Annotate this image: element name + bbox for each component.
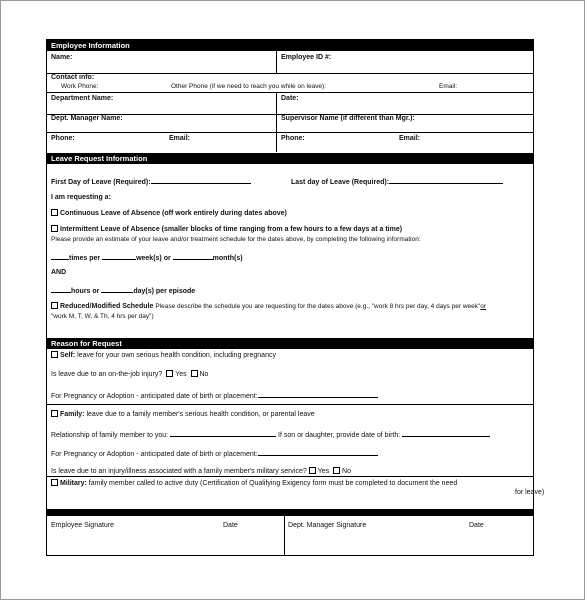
no-checkbox[interactable] [191,370,198,377]
department-name-label: Department Name: [51,95,114,102]
checkbox[interactable] [51,225,58,232]
divider [47,73,533,74]
work-phone-label: Work Phone: [61,83,99,90]
self-option[interactable]: Self: leave for your own serious health condition, including pregnancy [51,351,276,360]
divider [276,51,277,73]
dept-manager-name-label: Dept. Manager Name: [51,115,123,122]
other-phone-label: Other Phone (if we need to reach you while on leave): [171,83,327,90]
pregnancy-adoption-line-2: For Pregnancy or Adoption - anticipated date of birth or placement: [51,448,378,459]
no-checkbox[interactable] [333,467,340,474]
and-label: AND [51,269,67,276]
intermittent-note: Please provide an estimate of your leave and/or treatment schedule for the dates above, by completing the following information: [51,236,421,243]
signature-separator [47,509,533,516]
last-day-label: Last day of Leave (Required): [291,176,503,187]
divider [47,132,533,133]
contact-info-label: Contact info: [51,74,95,81]
manager-date-label: Date [469,522,484,529]
checkbox[interactable] [51,351,58,358]
first-day-label: First Day of Leave (Required): [51,176,251,187]
on-job-injury-question: Is leave due to an on-the-job injury? Yes No [51,371,209,378]
employee-information-header: Employee Information [47,40,533,51]
military-injury-question: Is leave due to an injury/illness associated with a family member's military service? Yes No [51,468,351,475]
date-label: Date: [281,95,299,102]
divider [47,476,533,477]
checkbox[interactable] [51,410,58,417]
military-option[interactable]: Military: family member called to active duty (Certification of Qualifying Exigency form must be completed to document the need [51,479,457,488]
pregnancy-adoption-line: For Pregnancy or Adoption - anticipated date of birth or placement: [51,390,378,401]
employee-id-label: Employee ID #: [281,54,332,61]
yes-checkbox[interactable] [166,370,173,377]
email-label: Email: [439,83,458,90]
employee-signature-label: Employee Signature [51,522,115,529]
continuous-leave-option[interactable]: Continuous Leave of Absence (off work entirely during dates above) [51,209,287,218]
reduced-schedule-example: "work M, T, W, & Th, 4 hrs per day") [51,313,154,320]
reason-header: Reason for Request [47,338,533,349]
leave-request-form [46,39,545,556]
leave-request-header: Leave Request Information [47,153,533,164]
relationship-line: Relationship of family member to you: If son or daughter, provide date of birth: [51,429,490,440]
family-option[interactable]: Family: leave due to a family member's serious health condition, or parental leave [51,410,315,419]
employee-date-label: Date [223,522,238,529]
yes-checkbox[interactable] [309,467,316,474]
phone-label: Phone: [51,135,75,142]
divider [276,114,277,152]
supervisor-email-label: Email: [399,135,421,142]
supervisor-name-label: Supervisor Name (if different than Mgr.): [281,115,415,122]
name-label: Name: [51,54,73,61]
supervisor-phone-label: Phone: [281,135,305,142]
checkbox[interactable] [51,479,58,486]
email-label: Email: [169,135,191,142]
requesting-label: I am requesting a: [51,194,111,201]
reduced-schedule-option[interactable]: Reduced/Modified Schedule Please describe the schedule you are requesting for the dates above (e.g., "work 8 hrs per day, 4 days per week"or [51,302,486,311]
checkbox[interactable] [51,302,58,309]
divider [47,404,533,405]
frequency-line: times per week(s) or month(s) [51,252,243,263]
divider [276,92,277,114]
divider [284,516,285,556]
intermittent-leave-option[interactable]: Intermittent Leave of Absence (smaller blocks of time ranging from a few hours to a few days at a time) [51,225,402,234]
checkbox[interactable] [51,209,58,216]
duration-line: hours or day(s) per episode [51,285,195,296]
divider [47,92,533,93]
manager-signature-label: Dept. Manager Signature [288,522,367,529]
military-text-continued: for leave) [515,489,545,496]
